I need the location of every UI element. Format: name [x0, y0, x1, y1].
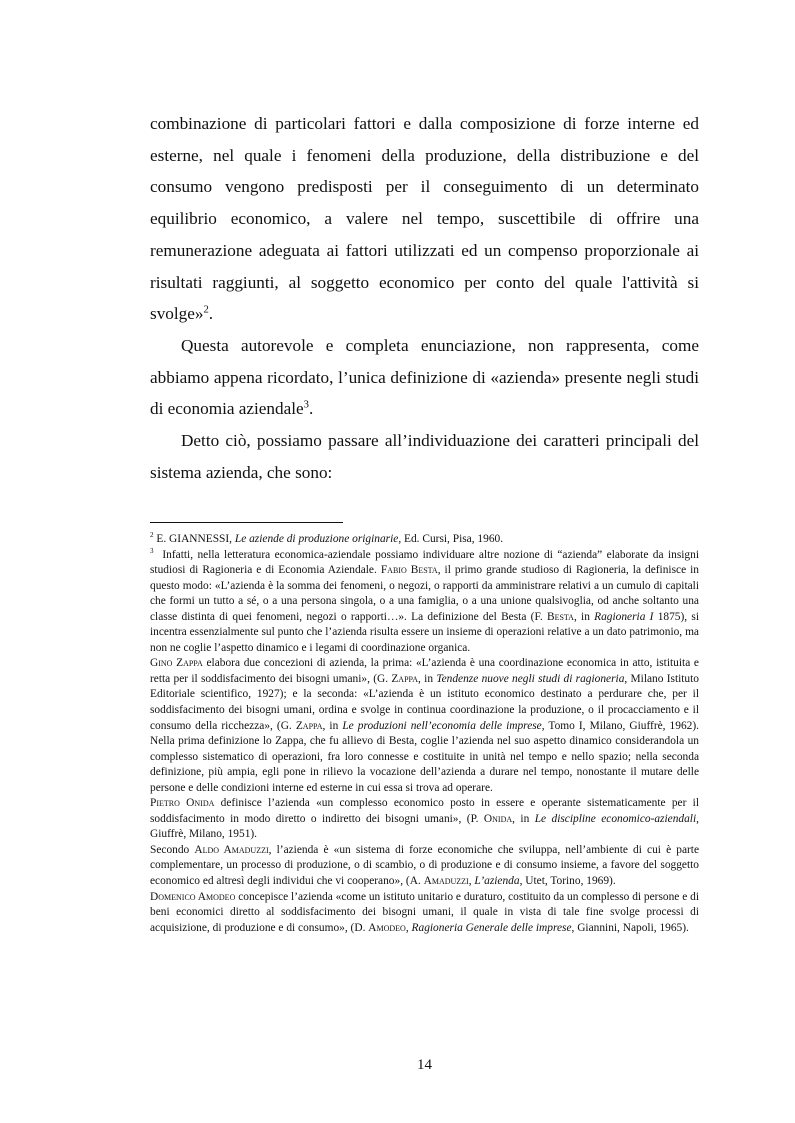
main-text — [150, 108, 699, 488]
footnote-separator — [150, 522, 343, 523]
footnote-amodeo: Domenico Amodeo concepisce l’azienda «come un istituto unitario e duraturo, costituito da un complesso di persone e di beni economici diretto al soddisfacimento dei bisogni umani, il quale in vista di tale fine svolge processi di acquisizione, di produzione e di consumo», (D. Amodeo, Ragioneria Generale delle imprese, Giannini, Napoli, 1965). — [150, 890, 699, 934]
footnote-ref-3[interactable]: 3 — [303, 399, 309, 411]
page-number: 14 — [417, 1057, 432, 1073]
footnote-zappa: Gino Zappa elabora due concezioni di azienda, la prima: «L’azienda è una coordinazione economica in atto, istituita e retta per il soddisfacimento dei bisogni umani», (G. Zappa, in Tendenze nuove negli studi di ragioneria, Milano Istituto Editoriale scientifico, 1927); e la seconda: «L’azienda è un istituto economico destinato a perdurare che, per il soddisfacimento dei bisogni umani, ordina e svolge in continua coordinazione la produzione, o il procacciamento e il consumo della ricchezza», (G. Zappa, in Le produzioni nell’economia delle imprese, Tomo I, Milano, Giuffrè, 1962). Nella prima definizione lo Zappa, che fu allievo di Besta, coglie l’azienda nel suo aspetto dinamico considerandola un complesso sistematico di operazioni, fra loro connesse e costituite in unità nel tempo e nello spazio; nella seconda definizione, più ampia, egli pone in rilievo la vocazione dell’azienda a durare nel tempo, nonostante il mutare delle persone e delle condizioni interne ed esterne in cui essa si trova ad operare. — [150, 657, 699, 794]
footnote-3: $^3$ Infatti, nella letteratura economica-aziendale possiamo individuare altre nozione di “azienda” elaborate da insigni studiosi di Ragioneria e di Economia Aziendale. Fabio Besta, il primo grande studioso di Ragioneria, la definisce in questo modo: «L’azienda è la somma dei fenomeni, o negozi, o rapporti da amministrare relativi a un cumulo di capitali che formi un tutto a sé, o a una persona singola, o a una famiglia, o a una unione qualsivoglia, od anche soltanto una classe distinta di quei fenomeni, negozi o rapporti…». La definizione del Besta (F. Besta, in Ragioneria I 1875), si incentra essenzialmente sul punto che l’azienda risulta essere un insieme di operazioni relative a un dato patrimonio, ma non ne coglie l’aspetto dinamico e i legami di coordinazione organica. — [150, 546, 699, 654]
footnote-2: $^2$ E. GIANNESSI, Le aziende di produzione originarie, Ed. Cursi, Pisa, 1960. — [150, 531, 504, 545]
paragraph-2: Questa autorevole e completa enunciazione, non rappresenta, come abbiamo appena ricordato, l’unica definizione di «azienda» presente negli studi di economia aziendale$^3$. — [150, 335, 699, 419]
footnote-onida: Pietro Onida definisce l’azienda «un complesso economico posto in essere e operante sistematicamente per il soddisfacimento in modo diretto o indiretto dei bisogni umani», (P. Onida, in Le discipline economico-aziendali, Giuffrè, Milano, 1951). — [150, 797, 699, 841]
paragraph-3: Detto ciò, possiamo passare all’individuazione dei caratteri principali del sistema azienda, che sono: — [150, 431, 699, 482]
footnote-ref-2[interactable]: 2 — [203, 304, 209, 316]
footnotes — [150, 532, 699, 936]
paragraph-1: combinazione di particolari fattori e dalla composizione di forze interne ed esterne, nel quale i fenomeni della produzione, della distribuzione e del consumo vengono predisposti per il conseguimento di un determinato equilibrio economico, a valere nel tempo, suscettibile di offrire una remunerazione adeguata ai fattori utilizzati ed un compenso proporzionale ai risultati raggiunti, al soggetto economico per conto del quale l'attività si svolge»$^2$. — [150, 114, 699, 324]
footnote-amaduzzi: Secondo Aldo Amaduzzi, l’azienda è «un sistema di forze economiche che sviluppa, nell’ambiente di cui è parte complementare, un processo di produzione, o di scambio, o di produzione e di consumo insieme, a favore del soggetto economico ed altresì degli individui che vi cooperano», (A. Amaduzzi, L’azienda, Utet, Torino, 1969). — [150, 843, 700, 888]
